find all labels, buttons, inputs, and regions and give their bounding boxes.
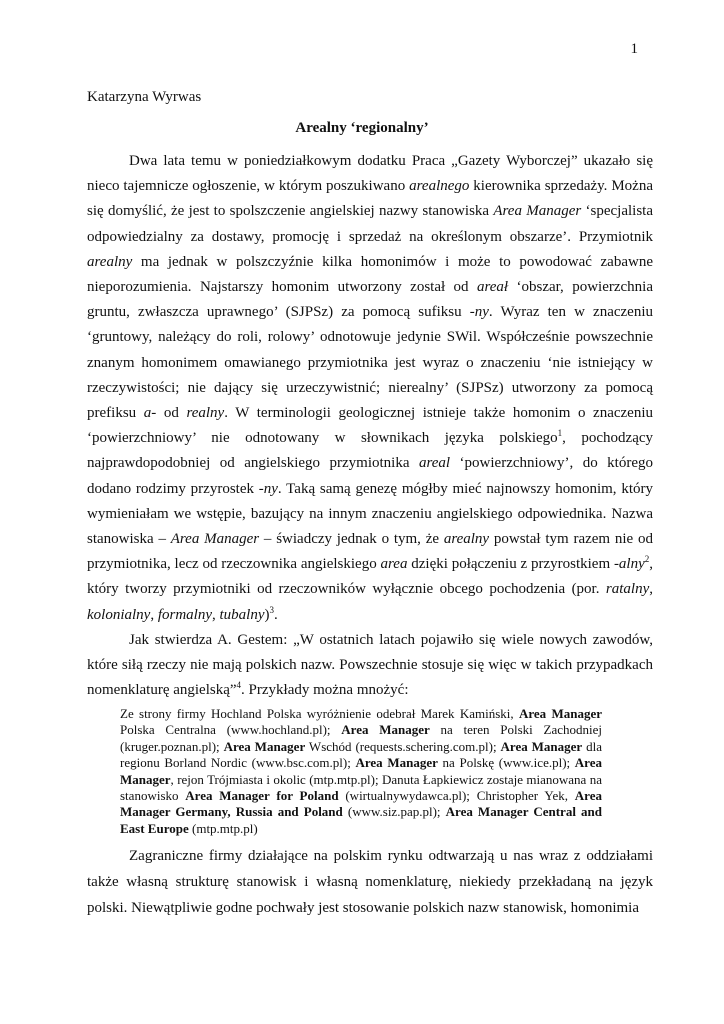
author-name: Katarzyna Wyrwas bbox=[87, 89, 202, 105]
footnote-ref-1: 1 bbox=[557, 428, 563, 439]
main-text bbox=[87, 149, 653, 703]
main-text-continued bbox=[87, 843, 653, 921]
page-number: 1 bbox=[630, 41, 638, 57]
paragraph-3: Zagraniczne firmy działające na polskim rynku odtwarzają u nas wraz z oddziałami także własną strukturę stanowisk i własną nomenklaturę, niekiedy przekładaną na język polski. Niewątpliwie godne pochwały jest stosowanie polskich nazw stanowisk, homonimia bbox=[87, 848, 653, 916]
footnote-ref-3: 3 bbox=[269, 604, 274, 615]
paragraph-1: Dwa lata temu w poniedziałkowym dodatku Praca „Gazety Wyborczej” ukazało się nieco tajemnicze ogłoszenie, w którym poszukiwano arealnego kierownika sprzedaży. Można się domyślić, że jest to spolszczenie angielskiej nazwy stanowiska Area Manager ‘specjalista odpowiedzialny za dostawy, promocję i sprzedaż na określonym obszarze’. Przymiotnik arealny ma jednak w polszczyźnie kilka homonimów i może to powodować zabawne nieporozumienia. Najstarszy homonim utworzony został od areał ‘obszar, powierzchnia gruntu, zwłaszcza uprawnego’ (SJPSz) za pomocą sufiksu -ny. Wyraz ten w znaczeniu ‘gruntowy, należący do roli, rolowy’ odnotowuje jedynie SWil. Współcześnie powszechnie znanym homonimem omawianego przymiotnika jest wyraz o znaczeniu ‘nie istniejący w rzeczywistości; nie dający się urzeczywistnić; nierealny’ (SJPSz) utworzony za pomocą prefiksu a- od realny. W terminologii geologicznej istnieje także homonim o znaczeniu ‘powierzchniowy’ nie odnotowany w słownikach języka polskiego$^1$, pochodzący najprawdopodobniej od angielskiego przymiotnika areal ‘powierzchniowy’, do którego dodano rodzimy przyrostek -ny. Taką samą genezę mógłby mieć najnowszy homonim, który wymieniałam we wstępie, bazujący na innym znaczeniu angielskiego odpowiednika. Nazwa stanowiska – Area Manager – świadczy jednak o tym, że arealny powstał tym razem nie od przymiotnika, lecz od rzeczownika angielskiego area dzięki połączeniu z przyrostkiem -alny$^2$, który tworzy przymiotniki od rzeczowników wyłącznie obcego pochodzenia (por. ratalny, kolonialny, formalny, tubalny)$^3$. bbox=[87, 153, 654, 623]
paragraph-2: Jak stwierdza A. Gestem: „W ostatnich latach pojawiło się wiele nowych zawodów, które siłą rzeczy nie mają polskich nazw. Powszechnie stosuje się więc w takich przypadkach nomenklaturę angielską”$^4$. Przykłady można mnożyć: bbox=[87, 631, 653, 699]
footnote-ref-2: 2 bbox=[644, 554, 650, 565]
footnote-ref-4: 4 bbox=[236, 680, 242, 691]
block-quote: Ze strony firmy Hochland Polska wyróżnienie odebrał Marek Kamiński, Area Manager Polska Centralna (www.hochland.pl); Area Manager na teren Polski Zachodniej (kruger.poznan.pl); Area Manager Wschód (requests.schering.com.pl); Area Manager dla regionu Borland Nordic (www.bsc.com.pl); Area Manager na Polskę (www.ice.pl); Area Manager, rejon Trójmiasta i okolic (mtp.mtp.pl); Danuta Łapkiewicz zostaje mianowana na stanowisko Area Manager for Poland (wirtualnywydawca.pl); Christopher Yek, Area Manager Germany, Russia and Poland (www.siz.pap.pl); Area Manager Central and East Europe (mtp.mtp.pl) bbox=[120, 706, 603, 836]
article-title: Arealny ‘regionalny’ bbox=[295, 120, 429, 136]
